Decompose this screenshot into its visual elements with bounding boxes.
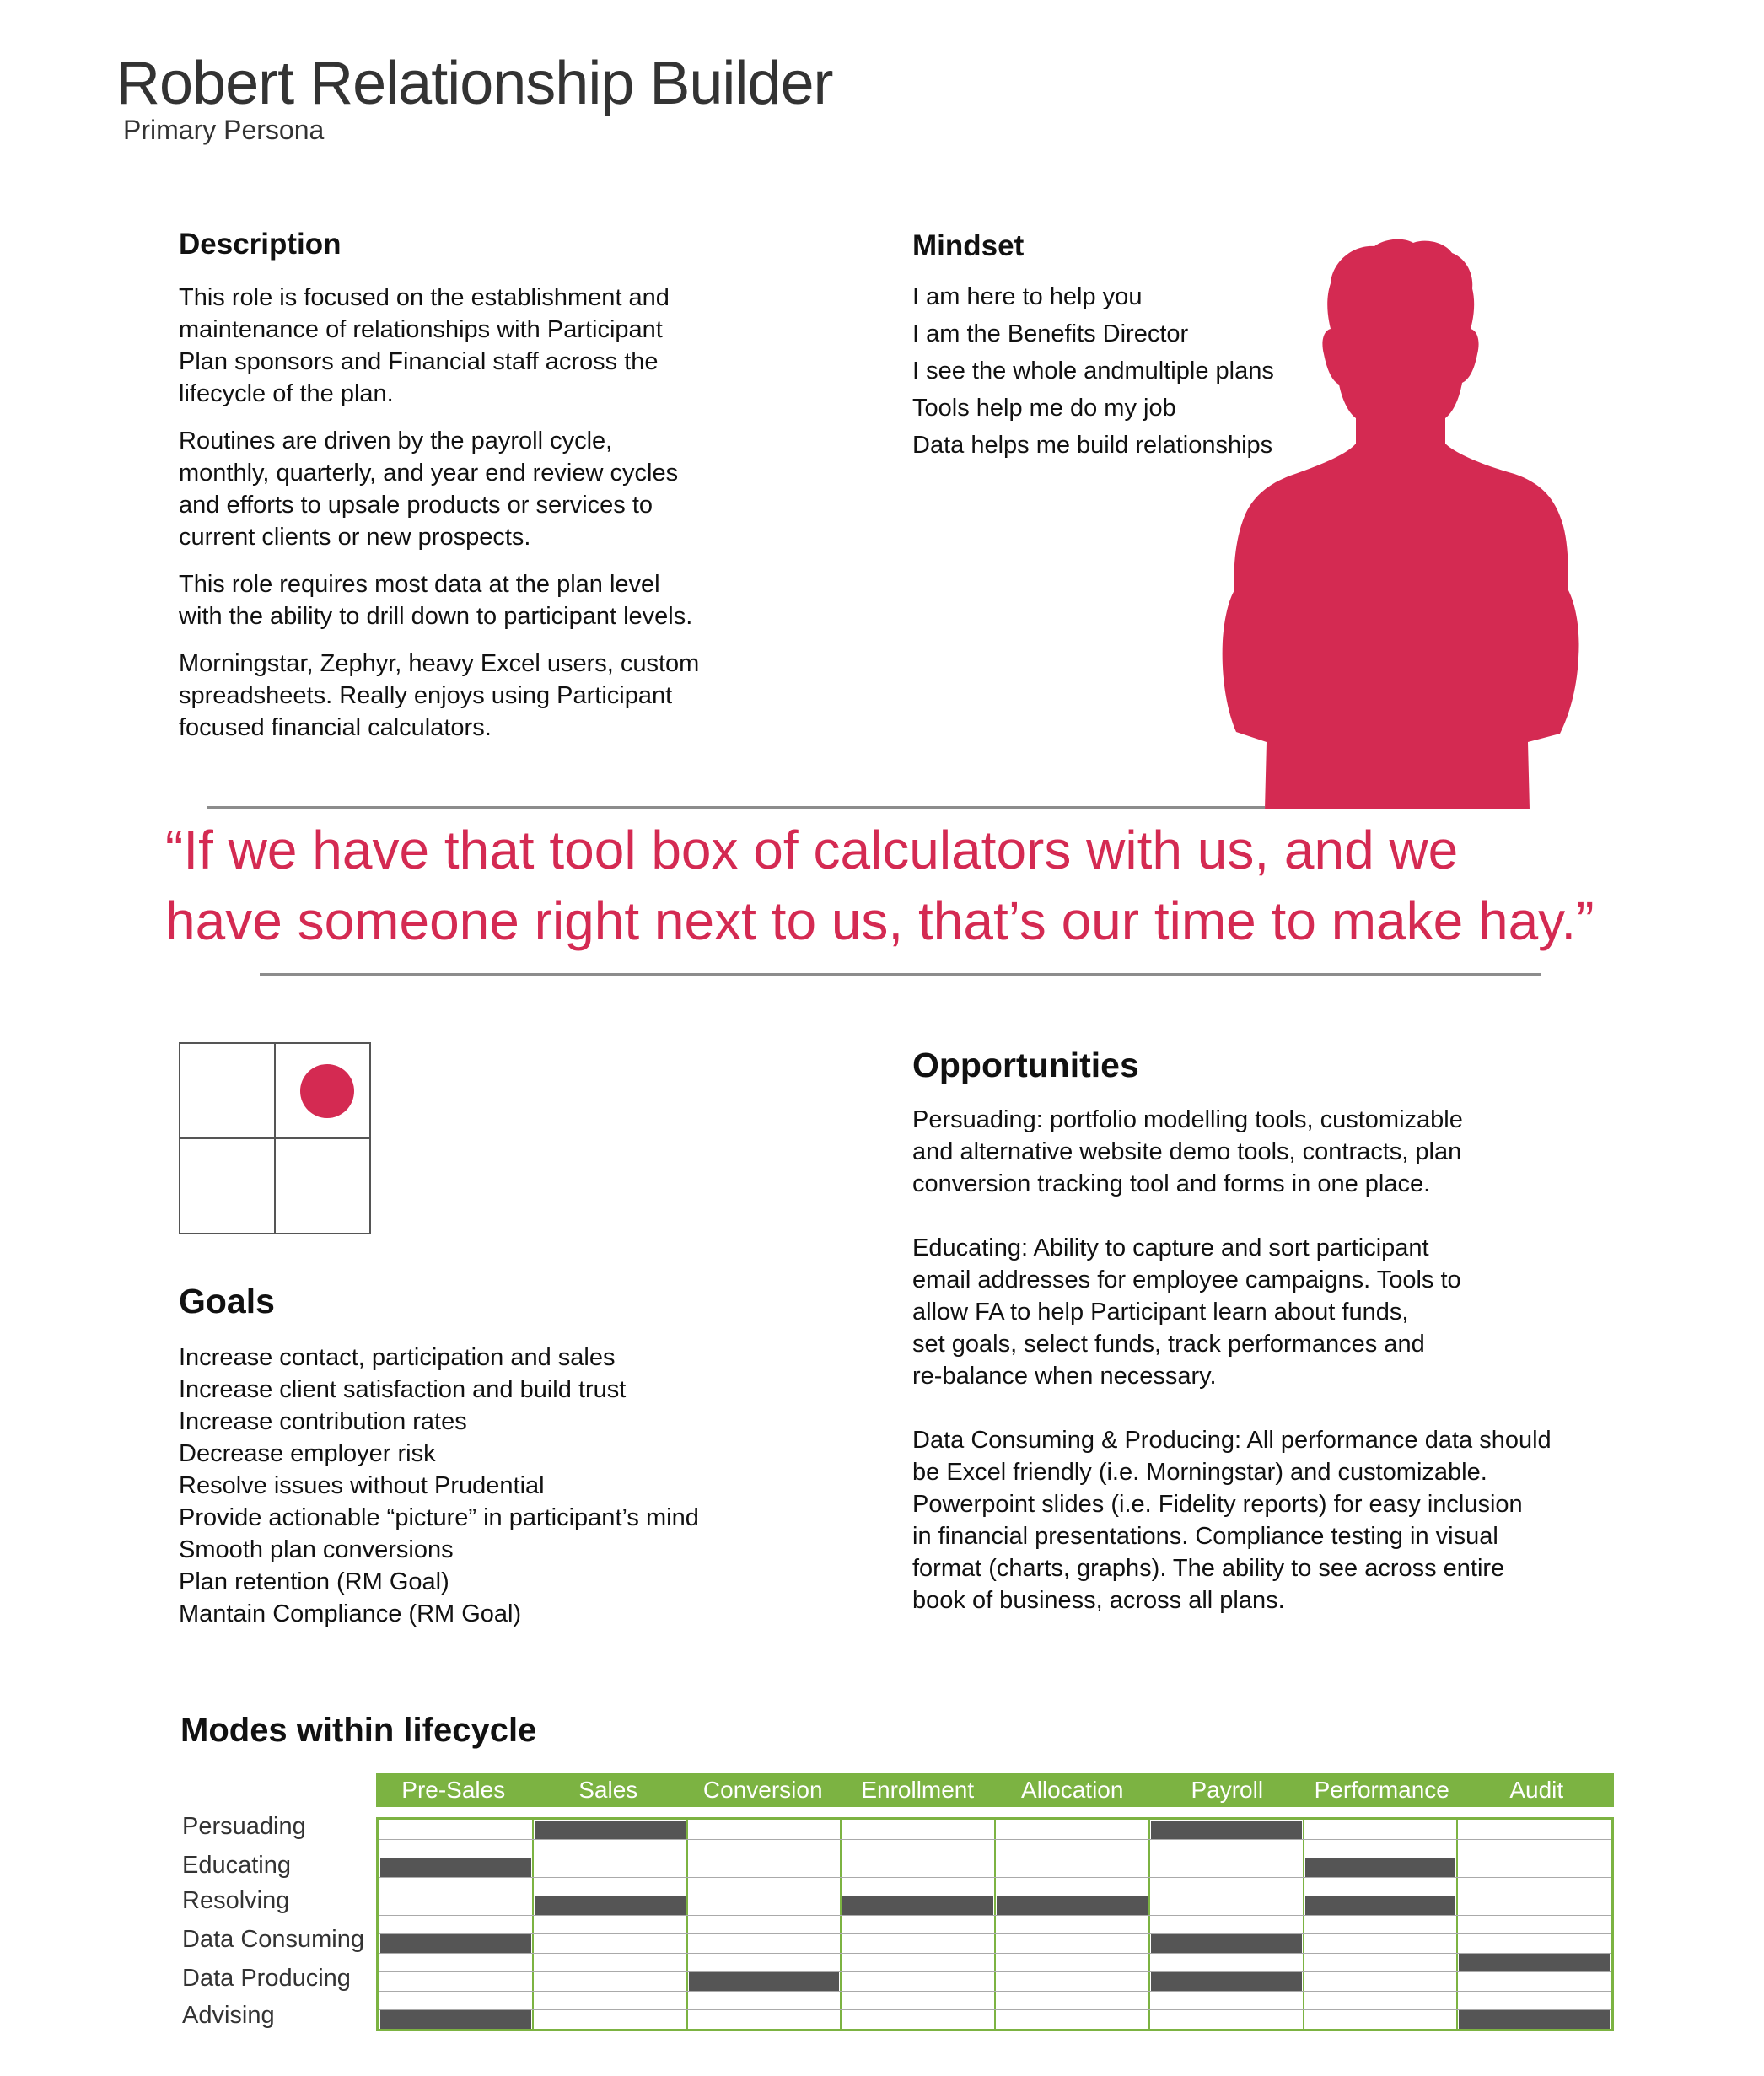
quote-line: “If we have that tool box of calculators with us, and we xyxy=(165,820,1459,880)
text-line: format (charts, graphs). The ability to see across entire xyxy=(912,1555,1505,1582)
goal-item: Smooth plan conversions xyxy=(179,1536,454,1563)
lifecycle-stage-label: Audit xyxy=(1509,1777,1564,1803)
quote-line: have someone right next to us, that’s our time to make hay.” xyxy=(165,890,1595,951)
mindset-heading: Mindset xyxy=(912,229,1025,262)
lifecycle-column-divider xyxy=(1303,1820,1304,2029)
lifecycle-mode-label: Data Producing xyxy=(182,1965,351,1992)
text-line: Data Consuming & Producing: All performance data should xyxy=(912,1427,1552,1454)
text-line: re-balance when necessary. xyxy=(912,1363,1217,1390)
goal-item: Increase contribution rates xyxy=(179,1408,467,1435)
opportunity-paragraph xyxy=(912,1104,1604,1200)
lifecycle-active-cell xyxy=(842,1896,993,1915)
lifecycle-active-cell xyxy=(997,1896,1148,1915)
lifecycle-row-divider xyxy=(379,1877,1611,1878)
text-line: Educating: Ability to capture and sort participant xyxy=(912,1234,1429,1261)
lifecycle-row-divider xyxy=(379,1839,1611,1840)
lifecycle-stage-label: Payroll xyxy=(1191,1777,1264,1803)
lifecycle-column-divider xyxy=(532,1820,534,2029)
text-line: Plan sponsors and Financial staff across the xyxy=(179,348,659,375)
text-line: and alternative website demo tools, contracts, plan xyxy=(912,1138,1462,1165)
lifecycle-active-cell xyxy=(1305,1896,1456,1915)
lifecycle-stage-label: Conversion xyxy=(702,1777,823,1803)
lifecycle-mode-label: Educating xyxy=(182,1852,291,1879)
lifecycle-column-divider xyxy=(1456,1820,1458,2029)
lifecycle-heading: Modes within lifecycle xyxy=(180,1712,537,1749)
goal-item: Resolve issues without Prudential xyxy=(179,1472,545,1499)
lifecycle-row-divider xyxy=(379,1971,1611,1972)
lifecycle-column-divider xyxy=(994,1820,996,2029)
lifecycle-active-cell xyxy=(380,2010,531,2029)
description-paragraph xyxy=(179,568,820,632)
opportunity-paragraph xyxy=(912,1232,1604,1392)
lifecycle-mode-label: Data Consuming xyxy=(182,1926,364,1953)
text-line: set goals, select funds, track performances and xyxy=(912,1331,1425,1358)
text-line: This role requires most data at the plan level xyxy=(179,571,660,598)
opportunities-body xyxy=(912,1104,1604,1616)
description-heading: Description xyxy=(179,228,342,261)
lifecycle-active-cell xyxy=(689,1972,840,1991)
matrix-marker xyxy=(300,1064,354,1118)
description-paragraph xyxy=(179,648,820,744)
page-subtitle: Primary Persona xyxy=(123,115,325,145)
text-line: book of business, across all plans. xyxy=(912,1587,1285,1614)
text-line: This role is focused on the establishment and xyxy=(179,284,670,311)
text-line: monthly, quarterly, and year end review cycles xyxy=(179,460,679,487)
lifecycle-row-divider xyxy=(379,1933,1611,1934)
text-line: email addresses for employee campaigns. Tools to xyxy=(912,1267,1461,1293)
lifecycle-stage-header xyxy=(376,1773,1614,1807)
goal-item: Provide actionable “picture” in participant’s mind xyxy=(179,1504,699,1531)
text-line: lifecycle of the plan. xyxy=(179,380,394,407)
description-paragraph xyxy=(179,282,820,410)
text-line: maintenance of relationships with Participant xyxy=(179,316,663,343)
lifecycle-stage-label: Allocation xyxy=(1021,1777,1124,1803)
lifecycle-active-cell xyxy=(1151,1972,1302,1991)
quote-top-rule xyxy=(207,806,1265,809)
lifecycle-grid xyxy=(376,1817,1614,2031)
lifecycle-column-divider xyxy=(1148,1820,1150,2029)
description-section xyxy=(179,228,820,759)
goal-item: Mantain Compliance (RM Goal) xyxy=(179,1600,522,1627)
goal-item: Plan retention (RM Goal) xyxy=(179,1568,449,1595)
text-line: and efforts to upsale products or services to xyxy=(179,492,653,519)
lifecycle-row-divider xyxy=(379,1953,1611,1954)
text-line: Powerpoint slides (i.e. Fidelity reports) for easy inclusion xyxy=(912,1491,1523,1518)
lifecycle-row-divider xyxy=(379,2009,1611,2010)
lifecycle-stage-label: Sales xyxy=(578,1777,638,1803)
opportunities-section xyxy=(912,1046,1604,1648)
goals-heading: Goals xyxy=(179,1282,275,1320)
lifecycle-active-cell xyxy=(1151,1821,1302,1839)
mindset-item: Data helps me build relationships xyxy=(912,432,1273,459)
lifecycle-active-cell xyxy=(380,1858,531,1877)
page-title: Robert Relationship Builder xyxy=(116,50,833,117)
text-line: Persuading: portfolio modelling tools, customizable xyxy=(912,1106,1463,1133)
lifecycle-stage-label: Pre-Sales xyxy=(401,1777,506,1803)
description-paragraph xyxy=(179,425,820,553)
text-line: Morningstar, Zephyr, heavy Excel users, custom xyxy=(179,650,700,677)
goals-section xyxy=(179,1282,853,1630)
mindset-item: I am the Benefits Director xyxy=(912,320,1189,347)
goals-list xyxy=(179,1342,853,1630)
mindset-item: I see the whole andmultiple plans xyxy=(912,358,1274,385)
lifecycle-row-divider xyxy=(379,1915,1611,1916)
lifecycle-active-cell xyxy=(535,1821,686,1839)
lifecycle-mode-label: Resolving xyxy=(182,1887,290,1914)
text-line: conversion tracking tool and forms in one place. xyxy=(912,1170,1431,1197)
lifecycle-column-divider xyxy=(840,1820,842,2029)
lifecycle-active-cell xyxy=(1459,2010,1610,2029)
lifecycle-row-divider xyxy=(379,1991,1611,1992)
lifecycle-stage-label: Enrollment xyxy=(861,1777,975,1803)
goal-item: Increase client satisfaction and build trust xyxy=(179,1376,627,1403)
lifecycle-active-cell xyxy=(535,1896,686,1915)
text-line: in financial presentations. Compliance testing in visual xyxy=(912,1523,1498,1550)
lifecycle-stage-label: Performance xyxy=(1314,1777,1449,1803)
persona-silhouette-icon xyxy=(1206,236,1611,809)
text-line: be Excel friendly (i.e. Morningstar) and customizable. xyxy=(912,1459,1487,1486)
matrix-divider xyxy=(180,1137,369,1139)
opportunity-paragraph xyxy=(912,1424,1604,1616)
lifecycle-active-cell xyxy=(1305,1858,1456,1877)
goal-item: Increase contact, participation and sales xyxy=(179,1344,616,1371)
persona-matrix xyxy=(179,1042,371,1234)
lifecycle-column-divider xyxy=(686,1820,688,2029)
text-line: allow FA to help Participant learn about funds, xyxy=(912,1299,1409,1326)
description-body xyxy=(179,282,820,744)
lifecycle-active-cell xyxy=(380,1934,531,1953)
persona-quote xyxy=(165,815,1599,956)
opportunities-heading: Opportunities xyxy=(912,1046,1139,1084)
text-line: focused financial calculators. xyxy=(179,714,492,741)
quote-bottom-rule xyxy=(260,973,1541,976)
text-line: current clients or new prospects. xyxy=(179,524,531,551)
lifecycle-active-cell xyxy=(1459,1954,1610,1972)
lifecycle-active-cell xyxy=(1151,1934,1302,1953)
mindset-item: Tools help me do my job xyxy=(912,395,1176,422)
mindset-item: I am here to help you xyxy=(912,283,1143,310)
text-line: spreadsheets. Really enjoys using Participant xyxy=(179,682,673,709)
text-line: with the ability to drill down to participant levels. xyxy=(179,603,693,630)
text-line: Routines are driven by the payroll cycle, xyxy=(179,428,613,454)
goal-item: Decrease employer risk xyxy=(179,1440,436,1467)
lifecycle-mode-label: Persuading xyxy=(182,1813,306,1840)
lifecycle-mode-label: Advising xyxy=(182,2002,275,2029)
